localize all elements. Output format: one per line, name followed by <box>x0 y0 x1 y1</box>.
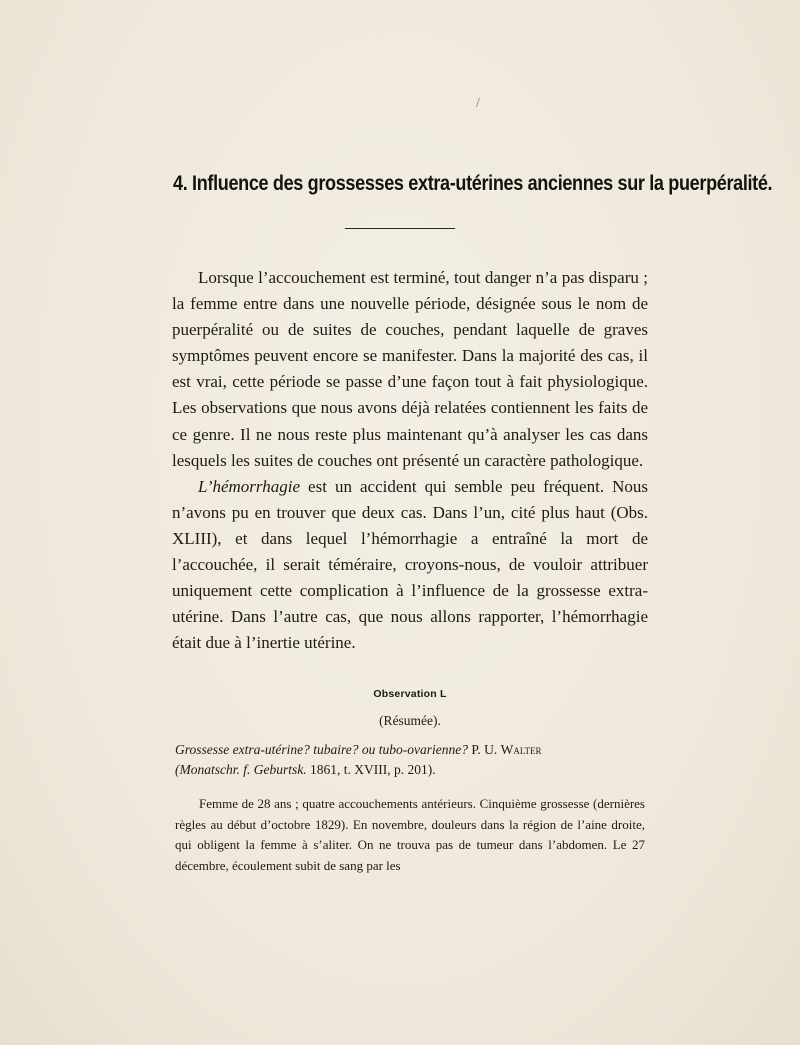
observation-author: Walter <box>500 742 542 757</box>
paragraph-hemorrhagie <box>172 474 648 657</box>
main-text <box>172 265 648 656</box>
observation-citation: 1861, t. XVIII, p. 201). <box>306 762 436 777</box>
observation-reference <box>175 740 645 780</box>
observation-subtitle: (Résumée). <box>379 713 441 728</box>
paragraph-hemorrhagie-text: est un accident qui semble peu fréquent. Nous n’avons pu en trouver que deux cas. Dans l’un, cité plus haut (Obs. XLIII), et dans lequel l’hémorrhagie a entraîné la mort de l’accouchée, il serait téméraire, croyons-nous, de vouloir attribuer uniquement cette complication à l’influence de la grossesse extra-utérine. Dans l’autre cas, que nous allons rapporter, l’hémorrhagie était due à l’inertie utérine. <box>172 476 648 653</box>
observation-diagnosis: Grossesse extra-utérine? tubaire? ou tubo-ovarienne? <box>175 742 468 757</box>
page-mark: / <box>476 96 480 111</box>
term-hemorrhagie: L’hémorrhagie <box>198 476 300 496</box>
observation-block <box>175 688 645 876</box>
paragraph-puerperalite: Lorsque l’accouchement est terminé, tout danger n’a pas disparu ; la femme entre dans une nouvelle période, désignée sous le nom de puerpéralité ou de suites de couches, pendant laquelle de graves symptômes peuvent encore se manifester. Dans la majorité des cas, il est vrai, cette période se passe d’une façon tout à fait physiologique. Les observations que nous avons déjà relatées contiennent les faits de ce genre. Il ne nous reste plus maintenant qu’à analyser les cas dans lesquels les suites de couches ont présenté un caractère pathologique. <box>172 268 648 470</box>
section-heading: 4. Influence des grossesses extra-utérines anciennes sur la puerpéralité. <box>173 172 773 195</box>
observation-ref-initials: P. U. <box>467 742 501 757</box>
heading-rule <box>345 228 455 229</box>
observation-body: Femme de 28 ans ; quatre accouchements antérieurs. Cinquième grossesse (dernières règles au début d’octobre 1829). En novembre, douleurs dans la région de l’aine droite, qui obligent la femme à s’aliter. On ne trouva pas de tumeur dans l’abdomen. Le 27 décembre, écoulement subit de sang par les <box>175 796 645 873</box>
observation-journal: (Monatschr. f. Geburtsk. <box>175 762 307 777</box>
observation-title: Observation L <box>373 688 447 700</box>
